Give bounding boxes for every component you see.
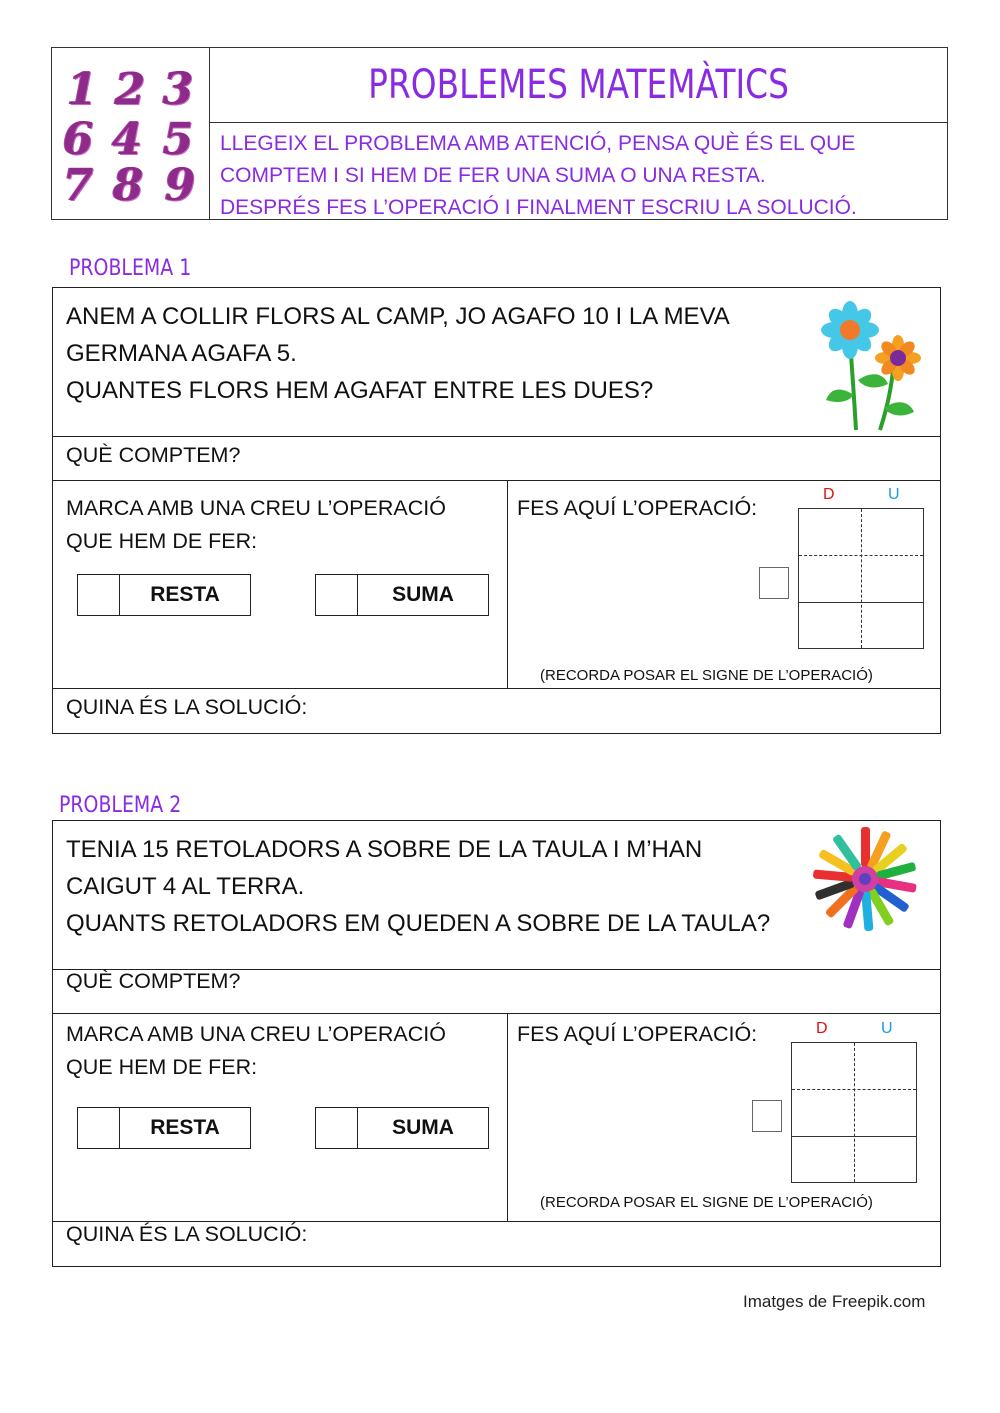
statement-line: GERMANA AGAFA 5. [66, 340, 297, 367]
solution-label: QUINA ÉS LA SOLUCIÓ: [66, 695, 308, 719]
problem-2-box [52, 820, 941, 1267]
title-cell [210, 48, 947, 123]
digit: 7 [62, 160, 94, 211]
mark-instruction: QUE HEM DE FER: [66, 529, 258, 553]
divider [507, 1013, 508, 1221]
header-table [51, 47, 948, 220]
option-suma[interactable] [315, 574, 489, 616]
resta-label: RESTA [150, 583, 220, 606]
operation-label: FES AQUÍ L’OPERACIÓ: [517, 496, 758, 520]
markers-icon [805, 823, 927, 933]
reminder-note: (RECORDA POSAR EL SIGNE DE L’OPERACIÓ) [540, 1194, 873, 1211]
divider [53, 480, 940, 481]
digits-image [52, 48, 210, 219]
digit: 8 [112, 160, 144, 211]
statement-line: TENIA 15 RETOLADORS A SOBRE DE LA TAULA I M’HAN [66, 836, 703, 863]
what-count-label: QUÈ COMPTEM? [66, 969, 241, 993]
resta-label: RESTA [150, 1116, 220, 1139]
digit: 1 [66, 64, 98, 115]
page-title: PROBLEMES MATEMÀTICS [368, 62, 789, 108]
operation-grid[interactable] [791, 1042, 917, 1183]
problem-1-label: PROBLEMA 1 [69, 256, 192, 281]
sign-box[interactable] [752, 1100, 782, 1132]
statement-line: ANEM A COLLIR FLORS AL CAMP, JO AGAFO 10 I LA MEVA [66, 303, 730, 330]
digit: 6 [62, 114, 94, 165]
suma-checkbox[interactable] [316, 1108, 358, 1148]
digit: 3 [162, 64, 194, 115]
units-column-label: U [881, 1020, 893, 1037]
digit: 4 [111, 114, 143, 165]
instruction-line: COMPTEM I SI HEM DE FER UNA SUMA O UNA RESTA. [220, 164, 766, 187]
reminder-note: (RECORDA POSAR EL SIGNE DE L’OPERACIÓ) [540, 667, 873, 684]
suma-label: SUMA [392, 583, 454, 606]
option-suma[interactable] [315, 1107, 489, 1149]
instruction-line: LLEGEIX EL PROBLEMA AMB ATENCIÓ, PENSA QUÈ ÉS EL QUE [220, 132, 856, 155]
resta-checkbox[interactable] [78, 575, 120, 615]
what-count-label: QUÈ COMPTEM? [66, 443, 241, 467]
problem-1-box [52, 287, 941, 734]
option-resta[interactable] [77, 1107, 251, 1149]
operation-grid[interactable] [798, 508, 924, 649]
sign-box[interactable] [759, 567, 789, 599]
mark-instruction: MARCA AMB UNA CREU L’OPERACIÓ [66, 496, 446, 520]
flowers-icon [818, 300, 928, 434]
problem-2-label: PROBLEMA 2 [59, 793, 182, 818]
statement-line: CAIGUT 4 AL TERRA. [66, 873, 305, 900]
tens-column-label: D [816, 1020, 828, 1037]
divider [507, 480, 508, 688]
digit: 9 [164, 160, 196, 211]
statement-line: QUANTS RETOLADORS EM QUEDEN A SOBRE DE LA TAULA? [66, 910, 771, 937]
problem-2-statement [66, 831, 770, 942]
divider [53, 1013, 940, 1014]
mark-instruction: QUE HEM DE FER: [66, 1055, 258, 1079]
divider [53, 688, 940, 689]
problem-1-statement [66, 298, 730, 409]
instruction-line: DESPRÉS FES L’OPERACIÓ I FINALMENT ESCRIU LA SOLUCIÓ. [220, 196, 857, 219]
divider [53, 436, 940, 437]
resta-checkbox[interactable] [78, 1108, 120, 1148]
digit: 2 [114, 64, 146, 115]
instructions [220, 128, 940, 224]
tens-column-label: D [823, 486, 835, 503]
operation-label: FES AQUÍ L’OPERACIÓ: [517, 1022, 758, 1046]
digit: 5 [162, 114, 194, 165]
solution-label: QUINA ÉS LA SOLUCIÓ: [66, 1222, 308, 1246]
suma-checkbox[interactable] [316, 575, 358, 615]
units-column-label: U [888, 486, 900, 503]
suma-label: SUMA [392, 1116, 454, 1139]
statement-line: QUANTES FLORS HEM AGAFAT ENTRE LES DUES? [66, 377, 654, 404]
option-resta[interactable] [77, 574, 251, 616]
mark-instruction: MARCA AMB UNA CREU L’OPERACIÓ [66, 1022, 446, 1046]
image-credit: Imatges de Freepik.com [743, 1292, 926, 1311]
